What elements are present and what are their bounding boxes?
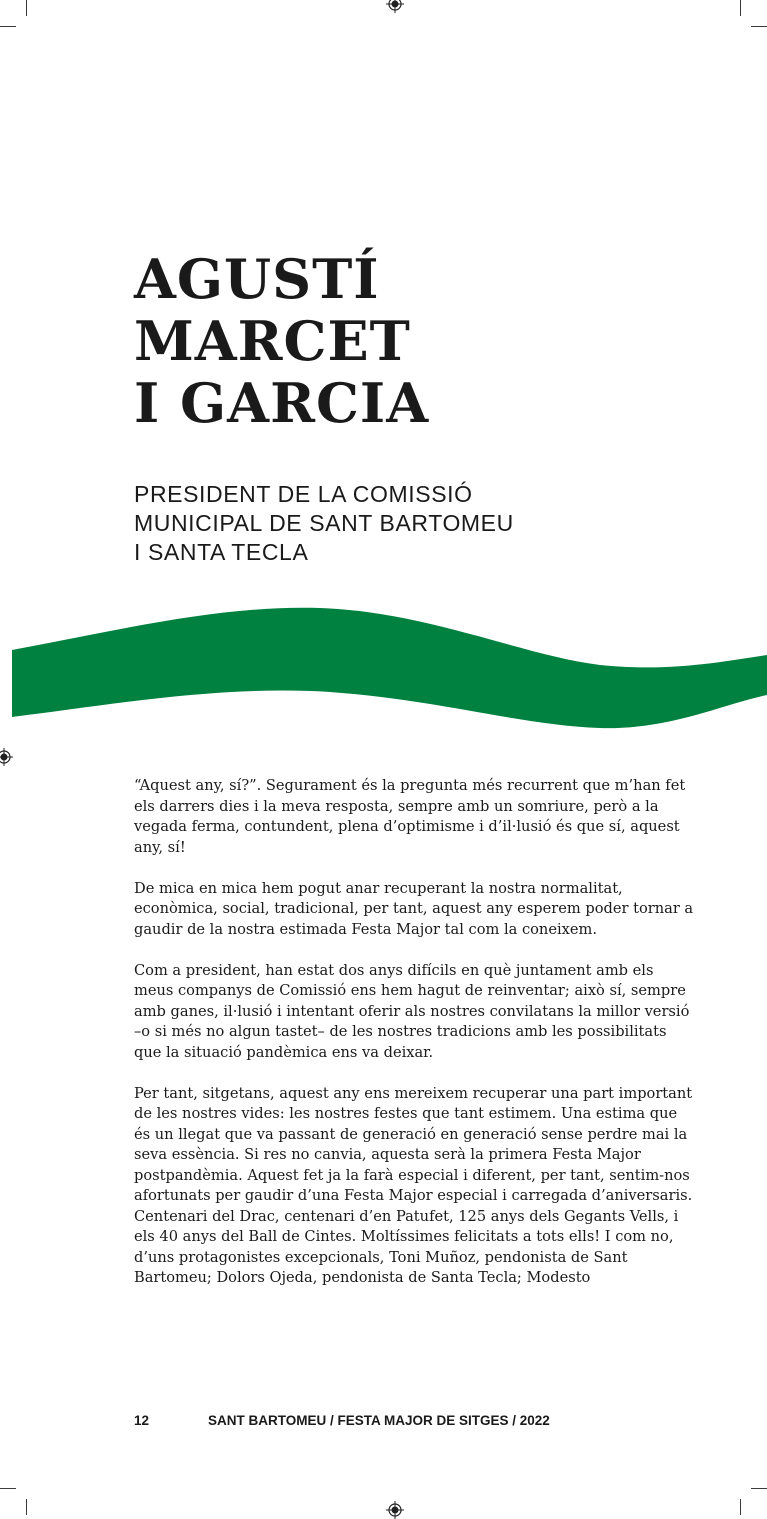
crop-mark-bottom-left <box>26 1499 27 1515</box>
crop-mark-bottom-left-h <box>0 1488 16 1489</box>
crop-mark-bottom-right-h <box>751 1488 767 1489</box>
title-line: AGUSTÍ <box>134 247 380 311</box>
body-paragraph: Com a president, han estat dos anys difícils en què juntament amb els meus companys de Comissió ens hem hagut de reinventar; això sí, sempre amb ganes, il·lusió i intentant oferir als nostres convilatans la millor versió –o si més no algun tastet– de les nostres tradicions amb les possibilitats que la situació pandèmica ens va deixar. <box>134 961 690 1061</box>
subtitle-line: PRESIDENT DE LA COMISSIÓ <box>134 481 473 507</box>
registration-mark-top <box>386 0 404 13</box>
registration-mark-left <box>0 748 13 766</box>
body-paragraph: “Aquest any, sí?”. Segurament és la pregunta més recurrent que m’han fet els darrers dies i la meva resposta, sempre amb un somriure, però a la vegada ferma, contundent, plena d’optimisme i d’il·lusió és que sí, aquest any, sí! <box>134 777 686 856</box>
page-number: 12 <box>134 1413 150 1428</box>
page-title <box>134 248 734 434</box>
publication-title: SANT BARTOMEU / FESTA MAJOR DE SITGES / 2022 <box>208 1413 550 1428</box>
title-line: MARCET <box>134 309 411 373</box>
subtitle-line: I SANTA TECLA <box>134 539 309 565</box>
page-subtitle <box>134 480 734 567</box>
green-wave-band <box>0 600 767 735</box>
crop-mark-top-left-h <box>0 26 16 27</box>
wave-shape <box>12 608 767 728</box>
crop-mark-bottom-right <box>740 1499 741 1515</box>
crop-mark-top-right-h <box>751 26 767 27</box>
crop-mark-top-right <box>740 0 741 16</box>
title-line: I GARCIA <box>134 371 430 435</box>
crop-mark-top-left <box>26 0 27 16</box>
subtitle-line: MUNICIPAL DE SANT BARTOMEU <box>134 510 514 536</box>
page-footer <box>134 1413 694 1428</box>
article-body <box>134 776 694 1309</box>
registration-mark-bottom <box>386 1501 404 1519</box>
body-paragraph: De mica en mica hem pogut anar recuperant la nostra normalitat, econòmica, social, tradicional, per tant, aquest any esperem poder tornar a gaudir de la nostra estimada Festa Major tal com la coneixem. <box>134 879 694 938</box>
body-paragraph: Per tant, sitgetans, aquest any ens mereixem recuperar una part important de les nostres vides: les nostres festes que tant estimem. Una estima que és un llegat que va passant de generació en generació sense perdre mai la seva essència. Si res no canvia, aquesta serà la primera Festa Major postpandèmia. Aquest fet ja la farà especial i diferent, per tant, sentim-nos afortunats per gaudir d’una Festa Major especial i carregada d’aniversaris. Centenari del Drac, centenari d’en Patufet, 125 anys dels Gegants Vells, i els 40 anys del Ball de Cintes. Moltíssimes felicitats a tots ells! I com no, d’uns protagonistes excepcionals, Toni Muñoz, pendonista de Sant Bartomeu; Dolors Ojeda, pendonista de Santa Tecla; Modesto <box>134 1084 693 1286</box>
